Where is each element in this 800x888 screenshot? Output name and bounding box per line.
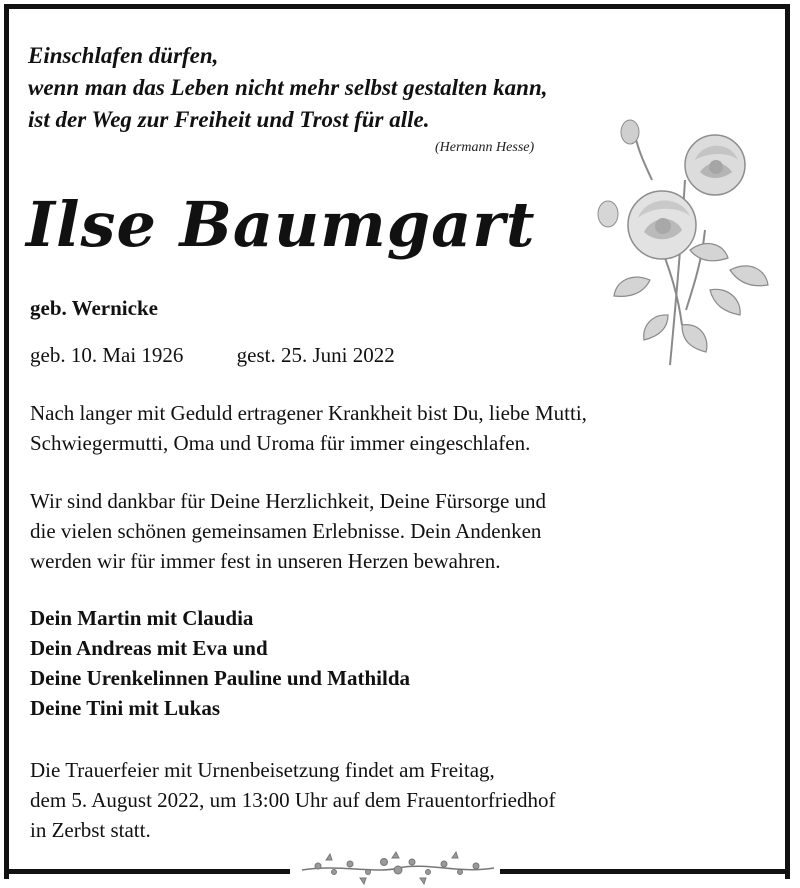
gratitude-paragraph (30, 486, 730, 576)
bottom-border-right (500, 869, 790, 874)
quote-line: ist der Weg zur Freiheit und Trost für alle. (28, 107, 430, 132)
quote-line: Einschlafen dürfen, (28, 43, 219, 68)
rose-illustration (590, 110, 770, 380)
signer: Dein Martin mit Claudia (30, 606, 254, 630)
signer: Dein Andreas mit Eva und (30, 636, 268, 660)
paragraph-line: dem 5. August 2022, um 13:00 Uhr auf dem Frauentorfriedhof (30, 788, 556, 812)
paragraph-line: die vielen schönen gemeinsamen Erlebnisse. Dein Andenken (30, 519, 542, 543)
illness-paragraph (30, 398, 730, 458)
signers-list (30, 603, 410, 723)
paragraph-line: in Zerbst statt. (30, 818, 151, 842)
maiden-name: geb. Wernicke (30, 296, 158, 320)
life-dates (30, 343, 395, 368)
floral-ornament (298, 850, 498, 886)
birth-date: geb. 10. Mai 1926 (30, 343, 184, 367)
signer: Deine Tini mit Lukas (30, 696, 221, 720)
paragraph-line: Wir sind dankbar für Deine Herzlichkeit, Deine Fürsorge und (30, 489, 547, 513)
deceased-name: Ilse Baumgart (26, 188, 536, 261)
signer: Deine Urenkelinnen Pauline und Mathilda (30, 666, 411, 690)
bottom-border-left (4, 869, 290, 874)
death-date: gest. 25. Juni 2022 (236, 343, 395, 367)
paragraph-line: Nach langer mit Geduld ertragener Krankheit bist Du, liebe Mutti, (30, 401, 587, 425)
paragraph-line: werden wir für immer fest in unseren Herzen bewahren. (30, 549, 501, 573)
quote-attribution: (Hermann Hesse) (435, 140, 535, 155)
paragraph-line: Schwiegermutti, Oma und Uroma für immer eingeschlafen. (30, 431, 531, 455)
paragraph-line: Die Trauerfeier mit Urnenbeisetzung findet am Freitag, (30, 758, 495, 782)
funeral-info (30, 755, 730, 845)
quote-line: wenn man das Leben nicht mehr selbst gestalten kann, (28, 75, 548, 100)
